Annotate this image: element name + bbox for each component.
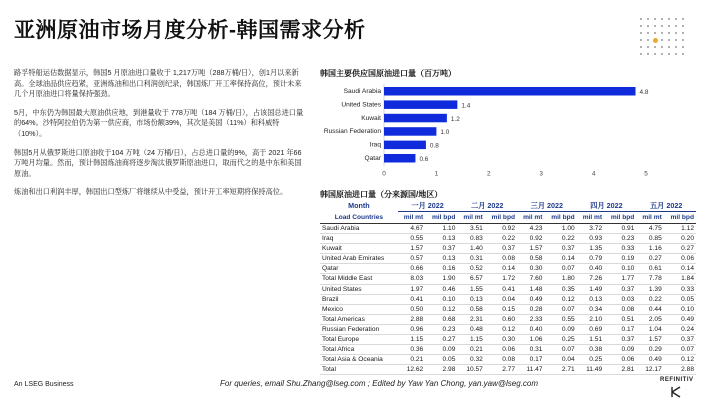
value-cell: 0.03: [604, 294, 636, 304]
value-cell: 0.13: [425, 254, 457, 264]
country-cell: United States: [320, 284, 398, 294]
value-cell: 0.37: [604, 284, 636, 294]
value-cell: 0.09: [425, 345, 457, 355]
bar-value-label: 1.2: [450, 115, 460, 123]
table-row: [320, 254, 696, 264]
category-label: Iraq: [369, 141, 381, 149]
value-cell: 0.37: [664, 335, 696, 345]
value-cell: 2.81: [604, 365, 636, 375]
value-cell: 1.57: [636, 335, 663, 345]
value-cell: 0.55: [544, 314, 576, 324]
unit-header: mil bpd: [544, 212, 576, 224]
value-cell: 0.55: [398, 234, 425, 244]
month-header: 五月 2022: [636, 200, 696, 212]
value-cell: 0.41: [485, 284, 517, 294]
value-cell: 0.16: [425, 264, 457, 274]
value-cell: 0.44: [636, 304, 663, 314]
bar-value-label: 0.8: [429, 142, 439, 150]
value-cell: 0.23: [425, 324, 457, 334]
value-cell: 0.92: [485, 224, 517, 234]
bar: [384, 127, 436, 136]
category-label: Russian Federation: [323, 128, 381, 136]
table-section-title: 韩国原油进口量（分来源国/地区）: [320, 190, 443, 199]
value-cell: 0.52: [457, 264, 484, 274]
value-cell: 0.12: [425, 304, 457, 314]
value-cell: 0.92: [517, 234, 544, 244]
value-cell: 0.08: [604, 304, 636, 314]
value-cell: 0.33: [604, 244, 636, 254]
decorative-dot: [647, 46, 649, 48]
decorative-dot-grid: [640, 18, 686, 58]
import-table: [320, 200, 696, 375]
country-cell: Total Europe: [320, 335, 398, 345]
country-cell: Total Africa: [320, 345, 398, 355]
value-cell: 0.85: [636, 234, 663, 244]
value-cell: 2.71: [544, 365, 576, 375]
value-cell: 11.47: [517, 365, 544, 375]
value-cell: 0.40: [577, 264, 604, 274]
value-cell: 0.06: [604, 355, 636, 365]
value-cell: 0.60: [485, 314, 517, 324]
decorative-dot: [654, 32, 656, 34]
unit-header: mil mt: [457, 212, 484, 224]
value-cell: 0.12: [485, 324, 517, 334]
table-month-header-row: [320, 200, 696, 212]
import-table-wrapper: [320, 200, 696, 375]
value-cell: 0.22: [485, 234, 517, 244]
decorative-dot: [654, 53, 656, 55]
value-cell: 2.77: [485, 365, 517, 375]
decorative-dot: [654, 25, 656, 27]
table-body: [320, 224, 696, 375]
decorative-dot: [675, 32, 677, 34]
value-cell: 0.12: [664, 355, 696, 365]
value-cell: 0.69: [577, 324, 604, 334]
value-cell: 1.06: [517, 335, 544, 345]
x-tick-label: 3: [539, 170, 543, 178]
table-row: [320, 274, 696, 284]
value-cell: 0.10: [425, 294, 457, 304]
value-cell: 0.49: [517, 294, 544, 304]
value-cell: 1.77: [604, 274, 636, 284]
footer-contact: For queries, email Shu.Zhang@lseg.com ; Edited by Yaw Yan Chong, yan.yaw@lseg.com: [220, 379, 539, 388]
value-cell: 2.05: [636, 314, 663, 324]
value-cell: 0.50: [398, 304, 425, 314]
decorative-dot: [682, 25, 684, 27]
value-cell: 0.58: [517, 254, 544, 264]
value-cell: 1.15: [457, 335, 484, 345]
table-row: [320, 304, 696, 314]
value-cell: 0.37: [425, 244, 457, 254]
value-cell: 0.17: [604, 324, 636, 334]
value-cell: 1.15: [398, 335, 425, 345]
value-cell: 1.04: [636, 324, 663, 334]
bar-value-label: 1.0: [440, 129, 450, 137]
decorative-dot: [668, 25, 670, 27]
value-cell: 0.25: [544, 335, 576, 345]
refinitiv-brand: REFINITIV: [660, 377, 694, 383]
table-row: [320, 324, 696, 334]
value-cell: 2.88: [664, 365, 696, 375]
value-cell: 0.31: [517, 345, 544, 355]
decorative-dot: [675, 39, 677, 41]
value-cell: 1.80: [544, 274, 576, 284]
value-cell: 0.04: [544, 355, 576, 365]
value-cell: 0.91: [604, 224, 636, 234]
decorative-dot: [661, 32, 663, 34]
value-cell: 2.33: [517, 314, 544, 324]
month-header: 一月 2022: [398, 200, 458, 212]
table-row: [320, 335, 696, 345]
value-cell: 3.72: [577, 224, 604, 234]
value-cell: 1.40: [457, 244, 484, 254]
value-cell: 1.12: [664, 224, 696, 234]
value-cell: 0.05: [425, 355, 457, 365]
load-countries-label: Load Countries: [320, 212, 398, 224]
decorative-dot: [640, 53, 642, 55]
value-cell: 0.21: [398, 355, 425, 365]
decorative-dot: [661, 25, 663, 27]
decorative-dot: [654, 18, 656, 20]
value-cell: 1.35: [577, 244, 604, 254]
value-cell: 0.10: [604, 264, 636, 274]
value-cell: 0.30: [517, 264, 544, 274]
country-cell: United Arab Emirates: [320, 254, 398, 264]
value-cell: 0.49: [664, 314, 696, 324]
value-cell: 0.32: [457, 355, 484, 365]
value-cell: 0.14: [485, 264, 517, 274]
value-cell: 0.38: [577, 345, 604, 355]
value-cell: 0.22: [636, 294, 663, 304]
unit-header: mil mt: [636, 212, 663, 224]
value-cell: 0.66: [398, 264, 425, 274]
decorative-dot: [668, 32, 670, 34]
value-cell: 0.05: [664, 294, 696, 304]
value-cell: 0.07: [544, 345, 576, 355]
page-title: 亚洲原油市场月度分析-韩国需求分析: [14, 19, 366, 42]
value-cell: 0.61: [636, 264, 663, 274]
value-cell: 1.90: [425, 274, 457, 284]
value-cell: 0.07: [544, 264, 576, 274]
value-cell: 0.79: [577, 254, 604, 264]
value-cell: 1.57: [398, 244, 425, 254]
value-cell: 12.62: [398, 365, 425, 375]
decorative-dot: [682, 39, 684, 41]
value-cell: 4.23: [517, 224, 544, 234]
paragraph-4: 炼油和出口利润丰厚，韩国出口型炼厂将继续从中受益，预计开工率短期将保持高位。: [14, 187, 288, 197]
value-cell: 0.37: [604, 335, 636, 345]
bar: [384, 100, 457, 109]
value-cell: 0.09: [544, 324, 576, 334]
value-cell: 0.14: [664, 264, 696, 274]
value-cell: 0.96: [398, 324, 425, 334]
bar: [384, 141, 426, 150]
crude-import-bar-chart: [318, 82, 658, 186]
decorative-dot: [654, 46, 656, 48]
value-cell: 0.93: [577, 234, 604, 244]
value-cell: 0.06: [485, 345, 517, 355]
table-row: [320, 224, 696, 234]
country-cell: Mexico: [320, 304, 398, 314]
value-cell: 0.27: [664, 244, 696, 254]
decorative-dot: [675, 25, 677, 27]
decorative-dot: [640, 18, 642, 20]
category-label: Kuwait: [361, 114, 381, 122]
bar: [384, 114, 447, 123]
value-cell: 0.27: [425, 335, 457, 345]
decorative-dot: [647, 18, 649, 20]
country-cell: Total Middle East: [320, 274, 398, 284]
value-cell: 1.00: [544, 224, 576, 234]
decorative-dot: [647, 39, 649, 41]
unit-header: mil bpd: [604, 212, 636, 224]
x-tick-label: 2: [487, 170, 491, 178]
country-cell: Iraq: [320, 234, 398, 244]
value-cell: 0.08: [485, 355, 517, 365]
x-tick-label: 4: [591, 170, 596, 178]
decorative-dot: [668, 46, 670, 48]
value-cell: 0.19: [604, 254, 636, 264]
value-cell: 0.35: [544, 284, 576, 294]
bar: [384, 154, 415, 163]
value-cell: 0.58: [457, 304, 484, 314]
value-cell: 0.23: [604, 234, 636, 244]
value-cell: 0.36: [398, 345, 425, 355]
value-cell: 0.12: [544, 294, 576, 304]
value-cell: 0.34: [577, 304, 604, 314]
decorative-dot: [647, 32, 649, 34]
unit-header: mil mt: [517, 212, 544, 224]
value-cell: 1.39: [636, 284, 663, 294]
value-cell: 0.17: [517, 355, 544, 365]
value-cell: 0.40: [517, 324, 544, 334]
value-cell: 11.49: [577, 365, 604, 375]
category-label: Saudi Arabia: [343, 88, 381, 95]
value-cell: 0.31: [457, 254, 484, 264]
table-sub-header-row: [320, 212, 696, 224]
unit-header: mil mt: [398, 212, 425, 224]
value-cell: 7.60: [517, 274, 544, 284]
decorative-dot: [668, 18, 670, 20]
value-cell: 0.37: [544, 244, 576, 254]
value-cell: 1.97: [398, 284, 425, 294]
value-cell: 0.48: [457, 324, 484, 334]
value-cell: 1.84: [664, 274, 696, 284]
value-cell: 8.03: [398, 274, 425, 284]
value-cell: 0.46: [425, 284, 457, 294]
decorative-dot: [675, 53, 677, 55]
table-row: [320, 264, 696, 274]
decorative-dot: [640, 39, 642, 41]
value-cell: 12.17: [636, 365, 663, 375]
country-cell: Qatar: [320, 264, 398, 274]
value-cell: 10.57: [457, 365, 484, 375]
unit-header: mil bpd: [664, 212, 696, 224]
value-cell: 1.48: [517, 284, 544, 294]
value-cell: 4.67: [398, 224, 425, 234]
value-cell: 0.13: [425, 234, 457, 244]
decorative-dot: [640, 46, 642, 48]
value-cell: 1.51: [577, 335, 604, 345]
value-cell: 0.37: [485, 244, 517, 254]
decorative-dot: [682, 53, 684, 55]
x-tick-label: 0: [382, 170, 386, 178]
table-row: [320, 314, 696, 324]
value-cell: 4.75: [636, 224, 663, 234]
value-cell: 1.72: [485, 274, 517, 284]
decorative-dot: [668, 53, 670, 55]
paragraph-2: 5月，中东仍为韩国最大原油供应地，到港量收于 778万吨（184 万桶/日），占该国总进口量的64%。沙特阿拉伯仍为第一供应商，市场份额39%，其次是美国（11%）和科威特（10%）。: [14, 107, 304, 138]
decorative-dot: [682, 32, 684, 34]
month-label: Month: [348, 201, 370, 211]
value-cell: 0.28: [517, 304, 544, 314]
value-cell: 0.13: [457, 294, 484, 304]
value-cell: 7.26: [577, 274, 604, 284]
decorative-dot: [640, 32, 642, 34]
value-cell: 1.16: [636, 244, 663, 254]
value-cell: 0.04: [485, 294, 517, 304]
month-header: 三月 2022: [517, 200, 577, 212]
bar-value-label: 1.4: [461, 102, 471, 110]
value-cell: 0.07: [664, 345, 696, 355]
country-cell: Kuwait: [320, 244, 398, 254]
month-header: 四月 2022: [577, 200, 637, 212]
value-cell: 0.15: [485, 304, 517, 314]
refinitiv-logo-icon: [670, 386, 682, 398]
country-cell: Russian Federation: [320, 324, 398, 334]
country-cell: Total Americas: [320, 314, 398, 324]
table-row: [320, 345, 696, 355]
decorative-dot: [661, 18, 663, 20]
value-cell: 1.10: [425, 224, 457, 234]
category-label: United States: [341, 101, 381, 109]
decorative-dot: [647, 53, 649, 55]
value-cell: 2.10: [577, 314, 604, 324]
decorative-dot: [675, 18, 677, 20]
table-row: [320, 294, 696, 304]
country-cell: Saudi Arabia: [320, 224, 398, 234]
x-tick-label: 5: [644, 170, 648, 178]
value-cell: 0.25: [577, 355, 604, 365]
value-cell: 3.51: [457, 224, 484, 234]
value-cell: 1.49: [577, 284, 604, 294]
value-cell: 0.51: [604, 314, 636, 324]
unit-header: mil mt: [577, 212, 604, 224]
commentary-text: [14, 68, 306, 206]
decorative-dot: [647, 25, 649, 27]
paragraph-3: 韩国5月从俄罗斯进口原油收于104 万吨（24 万桶/日），占总进口量的9%，高于 2021 年66 万吨月均量。然而，预计韩国炼油商将逐步淘汰俄罗斯原油进口，取而代之的是中东和美国原油。: [14, 147, 302, 178]
table-row: [320, 244, 696, 254]
country-cell: Total: [320, 365, 398, 375]
table-row: [320, 365, 696, 375]
value-cell: 0.21: [457, 345, 484, 355]
decorative-dot: [675, 46, 677, 48]
value-cell: 2.31: [457, 314, 484, 324]
value-cell: 0.09: [604, 345, 636, 355]
unit-header: mil bpd: [485, 212, 517, 224]
x-tick-label: 1: [434, 170, 439, 178]
value-cell: 2.88: [398, 314, 425, 324]
value-cell: 0.10: [664, 304, 696, 314]
value-cell: 7.78: [636, 274, 663, 284]
table-row: [320, 355, 696, 365]
decorative-dot: [668, 39, 670, 41]
value-cell: 0.49: [636, 355, 663, 365]
country-cell: Brazil: [320, 294, 398, 304]
value-cell: 0.33: [664, 284, 696, 294]
decorative-dot: [661, 39, 663, 41]
value-cell: 0.30: [485, 335, 517, 345]
table-row: [320, 234, 696, 244]
footer-lseg: An LSEG Business: [14, 381, 74, 388]
bar-value-label: 0.6: [419, 156, 429, 163]
country-cell: Total Asia & Oceania: [320, 355, 398, 365]
category-label: Qatar: [364, 155, 381, 162]
value-cell: 0.24: [664, 324, 696, 334]
bar: [384, 87, 636, 96]
value-cell: 0.13: [577, 294, 604, 304]
paragraph-1: 路孚特船运估数据显示，韩国5 月原油进口量收于 1,217万吨（288万桶/日），创1月以来新高。全球油品供应趋紧，亚洲炼油和出口利润创纪录，韩国炼厂开工率保持高位，预计未来几个月原油进口将量保持强劲。: [14, 68, 302, 99]
value-cell: 0.29: [636, 345, 663, 355]
value-cell: 0.14: [544, 254, 576, 264]
value-cell: 0.83: [457, 234, 484, 244]
decorative-dot: [682, 18, 684, 20]
value-cell: 1.57: [517, 244, 544, 254]
decorative-dot: [661, 53, 663, 55]
value-cell: 2.98: [425, 365, 457, 375]
unit-header: mil bpd: [425, 212, 457, 224]
value-cell: 0.08: [485, 254, 517, 264]
bar-value-label: 4.8: [639, 89, 649, 96]
accent-dot: [653, 38, 658, 43]
decorative-dot: [640, 25, 642, 27]
chart-section-title: 韩国主要供应国原油进口量（百万吨）: [320, 69, 456, 78]
value-cell: 0.20: [664, 234, 696, 244]
table-row: [320, 284, 696, 294]
value-cell: 6.57: [457, 274, 484, 284]
value-cell: 0.41: [398, 294, 425, 304]
value-cell: 1.55: [457, 284, 484, 294]
month-header: 二月 2022: [457, 200, 517, 212]
value-cell: 0.07: [544, 304, 576, 314]
value-cell: 0.27: [636, 254, 663, 264]
decorative-dot: [682, 46, 684, 48]
value-cell: 0.57: [398, 254, 425, 264]
value-cell: 0.68: [425, 314, 457, 324]
value-cell: 0.06: [664, 254, 696, 264]
value-cell: 0.22: [544, 234, 576, 244]
decorative-dot: [661, 46, 663, 48]
